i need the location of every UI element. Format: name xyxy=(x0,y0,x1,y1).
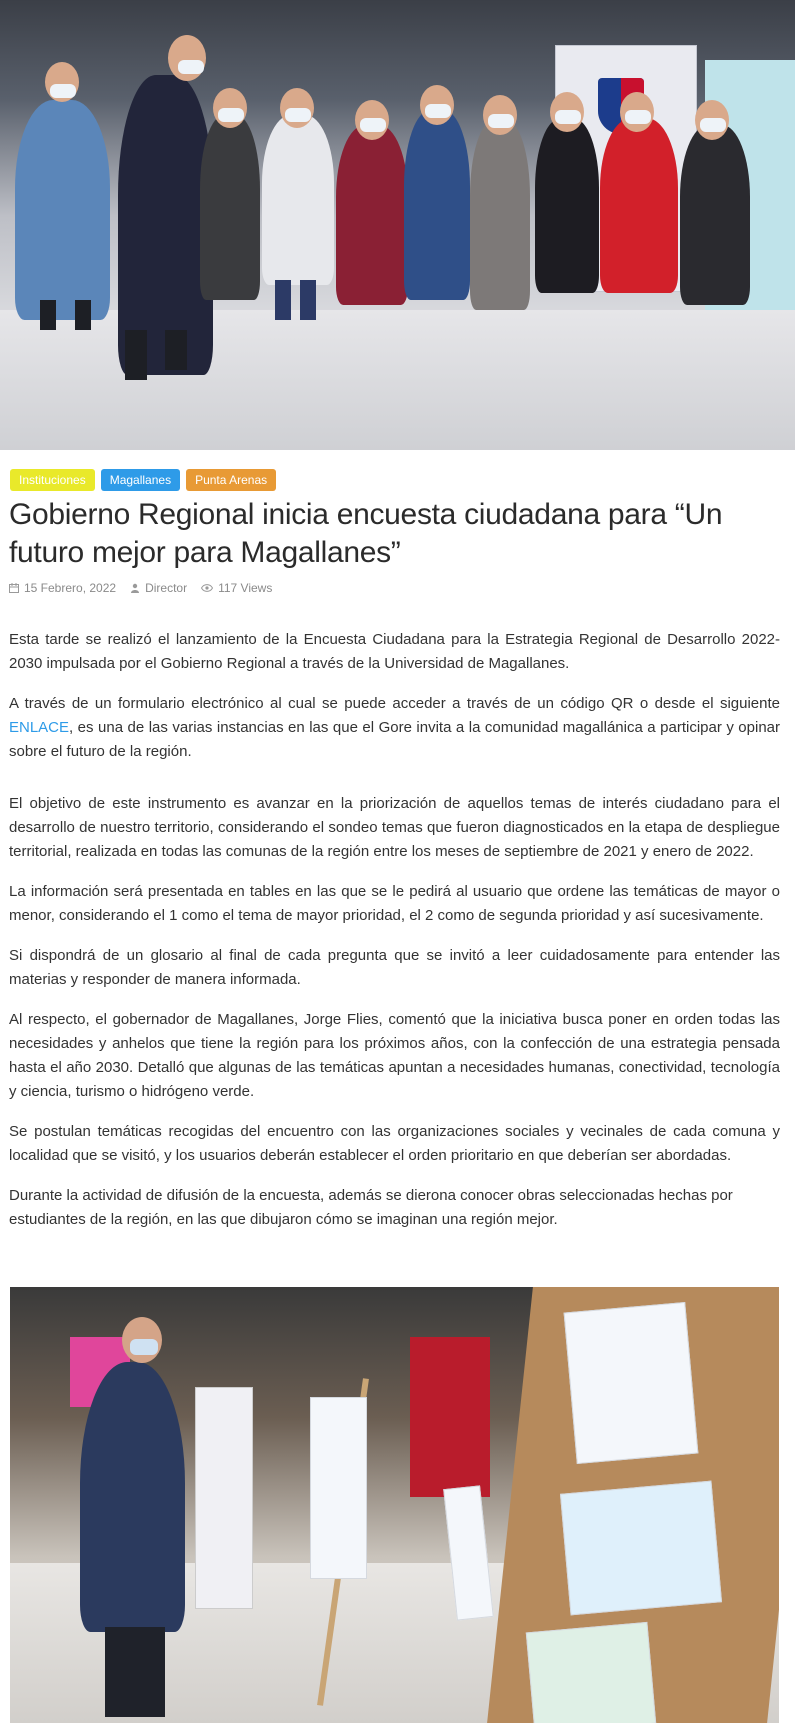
calendar-icon xyxy=(9,583,19,593)
paragraph xyxy=(9,692,780,764)
article-title: Gobierno Regional inicia encuesta ciudadana para “Un futuro mejor para Magallanes” xyxy=(9,498,723,569)
article-body xyxy=(9,628,780,1248)
tag-punta-arenas[interactable]: Punta Arenas xyxy=(186,469,276,491)
enlace-link[interactable]: ENLACE xyxy=(9,719,70,736)
paragraph: Si dispondrá de un glosario al final de cada pregunta que se invitó a leer cuidadosamente para entender las materias y responder de manera informada. xyxy=(9,947,780,988)
paragraph: Se postulan temáticas recogidas del encuentro con las organizaciones sociales y vecinales de cada comuna y localidad que se visitó, y los usuarios deberán establecer el orden prioritario en que deberían ser abordadas. xyxy=(9,1123,780,1164)
meta-author[interactable] xyxy=(130,581,187,595)
paragraph-text: , es una de las varias instancias en las que el Gore invita a la comunidad magallánica a participar y opinar sobre el futuro de la región. xyxy=(9,719,780,760)
paragraph: El objetivo de este instrumento es avanzar en la priorización de aquellos temas de interés ciudadano para el desarrollo de nuestro territorio, considerando el sondeo temas que fueron diagnosticados en la etapa de despliegue territorial, realizada en todas las comunas de la región entre los meses de septiembre de 2021 y enero de 2022. xyxy=(9,795,780,860)
article-meta xyxy=(9,578,272,598)
eye-icon xyxy=(201,583,213,593)
meta-views xyxy=(201,581,272,595)
paragraph: Durante la actividad de difusión de la encuesta, además se dierona conocer obras seleccionadas hechas por estudiantes de la región, en las que dibujaron cómo se imaginan una región mejor. xyxy=(9,1187,733,1228)
user-icon xyxy=(130,583,140,593)
tag-magallanes[interactable]: Magallanes xyxy=(101,469,180,491)
paragraph-text: A través de un formulario electrónico al cual se puede acceder a través de un código QR o desde el siguiente xyxy=(9,695,780,712)
article-photo xyxy=(10,1287,779,1723)
paragraph: La información será presentada en tables en las que se le pedirá al usuario que ordene las temáticas de mayor o menor, considerando el 1 como el tema de mayor prioridad, el 2 como de segunda prioridad y así sucesivamente. xyxy=(9,883,780,924)
meta-views-text: 117 Views xyxy=(218,581,273,595)
meta-date-text: 15 Febrero, 2022 xyxy=(24,581,117,595)
hero-photo xyxy=(0,0,795,450)
paragraph: Al respecto, el gobernador de Magallanes, Jorge Flies, comentó que la iniciativa busca poner en orden todas las necesidades y anhelos que tiene la región para los próximos años, con la confección de una estrategia pensada hasta el año 2030. Detalló que algunas de las temáticas apuntan a necesidades humanas, conectividad, tecnología y ciencia, turismo o hidrógeno verde. xyxy=(9,1011,780,1100)
tag-instituciones[interactable]: Instituciones xyxy=(10,469,95,491)
paragraph: Esta tarde se realizó el lanzamiento de la Encuesta Ciudadana para la Estrategia Regional de Desarrollo 2022-2030 impulsada por el Gobierno Regional a través de la Universidad de Magallanes. xyxy=(9,631,780,672)
category-tags xyxy=(10,469,276,491)
meta-author-text: Director xyxy=(145,581,188,595)
meta-date xyxy=(9,581,116,595)
